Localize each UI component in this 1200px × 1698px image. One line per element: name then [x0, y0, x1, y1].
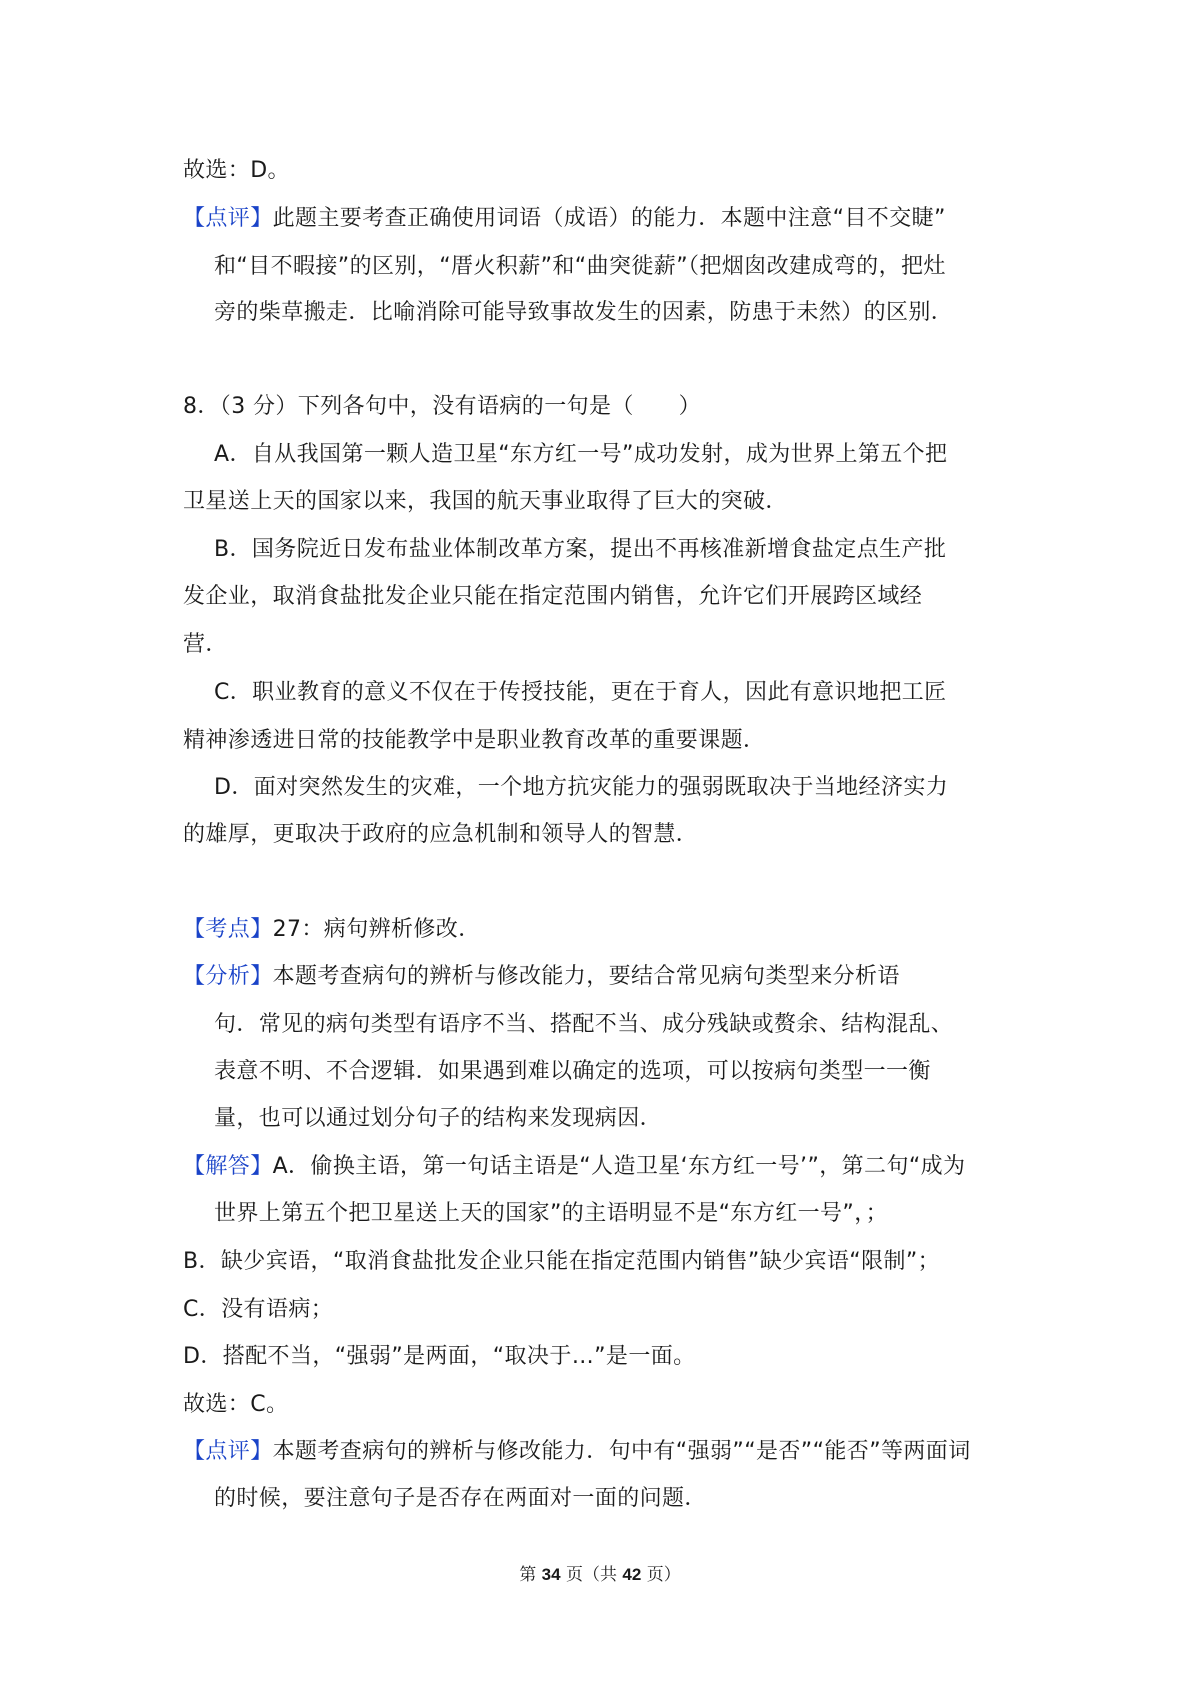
jieda-c-line: C．没有语病；	[183, 1297, 334, 1322]
option-d-line-2: 的雄厚，更取决于政府的应急机制和领导人的智慧．	[183, 822, 699, 847]
footer-pre: 第	[519, 1565, 542, 1585]
dianping-line-1	[183, 1437, 971, 1467]
review-tag: 【点评】	[183, 206, 273, 231]
question-stem: 8．（3 分）下列各句中，没有语病的一句是（ ）	[183, 394, 701, 419]
fenxi-line-3: 表意不明、不合逻辑．如果遇到难以确定的选项，可以按病句类型一一衡	[214, 1059, 931, 1084]
fenxi-line-1	[183, 962, 900, 992]
review-text: 此题主要考查正确使用词语（成语）的能力．本题中注意“目不交睫”	[272, 206, 946, 231]
footer-mid: 页（共	[560, 1565, 623, 1585]
dianping-tag: 【点评】	[183, 1439, 273, 1464]
option-b-line-1: B．国务院近日发布盐业体制改革方案，提出不再核准新增食盐定点生产批	[214, 537, 947, 562]
kaodian-tag: 【考点】	[183, 917, 273, 942]
answer-line: 故选：D。	[183, 158, 290, 183]
kaodian-text: 27：病句辨析修改．	[272, 917, 481, 942]
option-a-line-1: A．自从我国第一颗人造卫星“东方红一号”成功发射，成为世界上第五个把	[214, 442, 948, 467]
footer-page-number: 34	[541, 1565, 561, 1584]
page-footer	[0, 1560, 1200, 1585]
dianping-line-2: 的时候，要注意句子是否存在两面对一面的问题．	[214, 1486, 707, 1511]
review-line-3: 旁的柴草搬走．比喻消除可能导致事故发生的因素，防患于未然）的区别．	[214, 300, 954, 325]
solution-answer-line: 故选：C。	[183, 1392, 289, 1417]
review-line-1	[183, 204, 946, 234]
fenxi-line-4: 量，也可以通过划分句子的结构来发现病因．	[214, 1106, 663, 1131]
option-a-line-2: 卫星送上天的国家以来，我国的航天事业取得了巨大的突破．	[183, 489, 788, 514]
jieda-b-line: B．缺少宾语，“取消食盐批发企业只能在指定范围内销售”缺少宾语“限制”；	[183, 1249, 941, 1274]
option-b-line-2: 发企业，取消食盐批发企业只能在指定范围内销售，允许它们开展跨区域经	[183, 584, 923, 609]
jieda-line-2: 世界上第五个把卫星送上天的国家”的主语明显不是“东方红一号”，；	[214, 1201, 888, 1226]
footer-post: 页）	[641, 1565, 681, 1585]
fenxi-tag: 【分析】	[183, 964, 273, 989]
option-c-line-2: 精神渗透进日常的技能教学中是职业教育改革的重要课题．	[183, 728, 766, 753]
jieda-line-1	[183, 1152, 965, 1182]
kaodian-line	[183, 915, 481, 945]
jieda-text: A．偷换主语，第一句话主语是“人造卫星‘东方红一号’”，第二句“成为	[272, 1154, 966, 1179]
fenxi-text: 本题考查病句的辨析与修改能力，要结合常见病句类型来分析语	[272, 964, 900, 989]
dianping-text: 本题考查病句的辨析与修改能力．句中有“强弱”“是否”“能否”等两面词	[272, 1439, 971, 1464]
jieda-tag: 【解答】	[183, 1154, 273, 1179]
jieda-d-line: D．搭配不当，“强弱”是两面，“取决于…”是一面。	[183, 1344, 696, 1369]
option-d-line-1: D．面对突然发生的灾难，一个地方抗灾能力的强弱既取决于当地经济实力	[214, 775, 949, 800]
review-line-2: 和“目不暇接”的区别，“厝火积薪”和“曲突徙薪”（把烟囱改建成弯的，把灶	[214, 254, 946, 279]
option-c-line-1: C．职业教育的意义不仅在于传授技能，更在于育人，因此有意识地把工匠	[214, 680, 947, 705]
footer-total-pages: 42	[622, 1565, 642, 1584]
option-b-line-3: 营．	[183, 632, 228, 657]
fenxi-line-2: 句．常见的病句类型有语序不当、搭配不当、成分残缺或赘余、结构混乱、	[214, 1012, 954, 1037]
